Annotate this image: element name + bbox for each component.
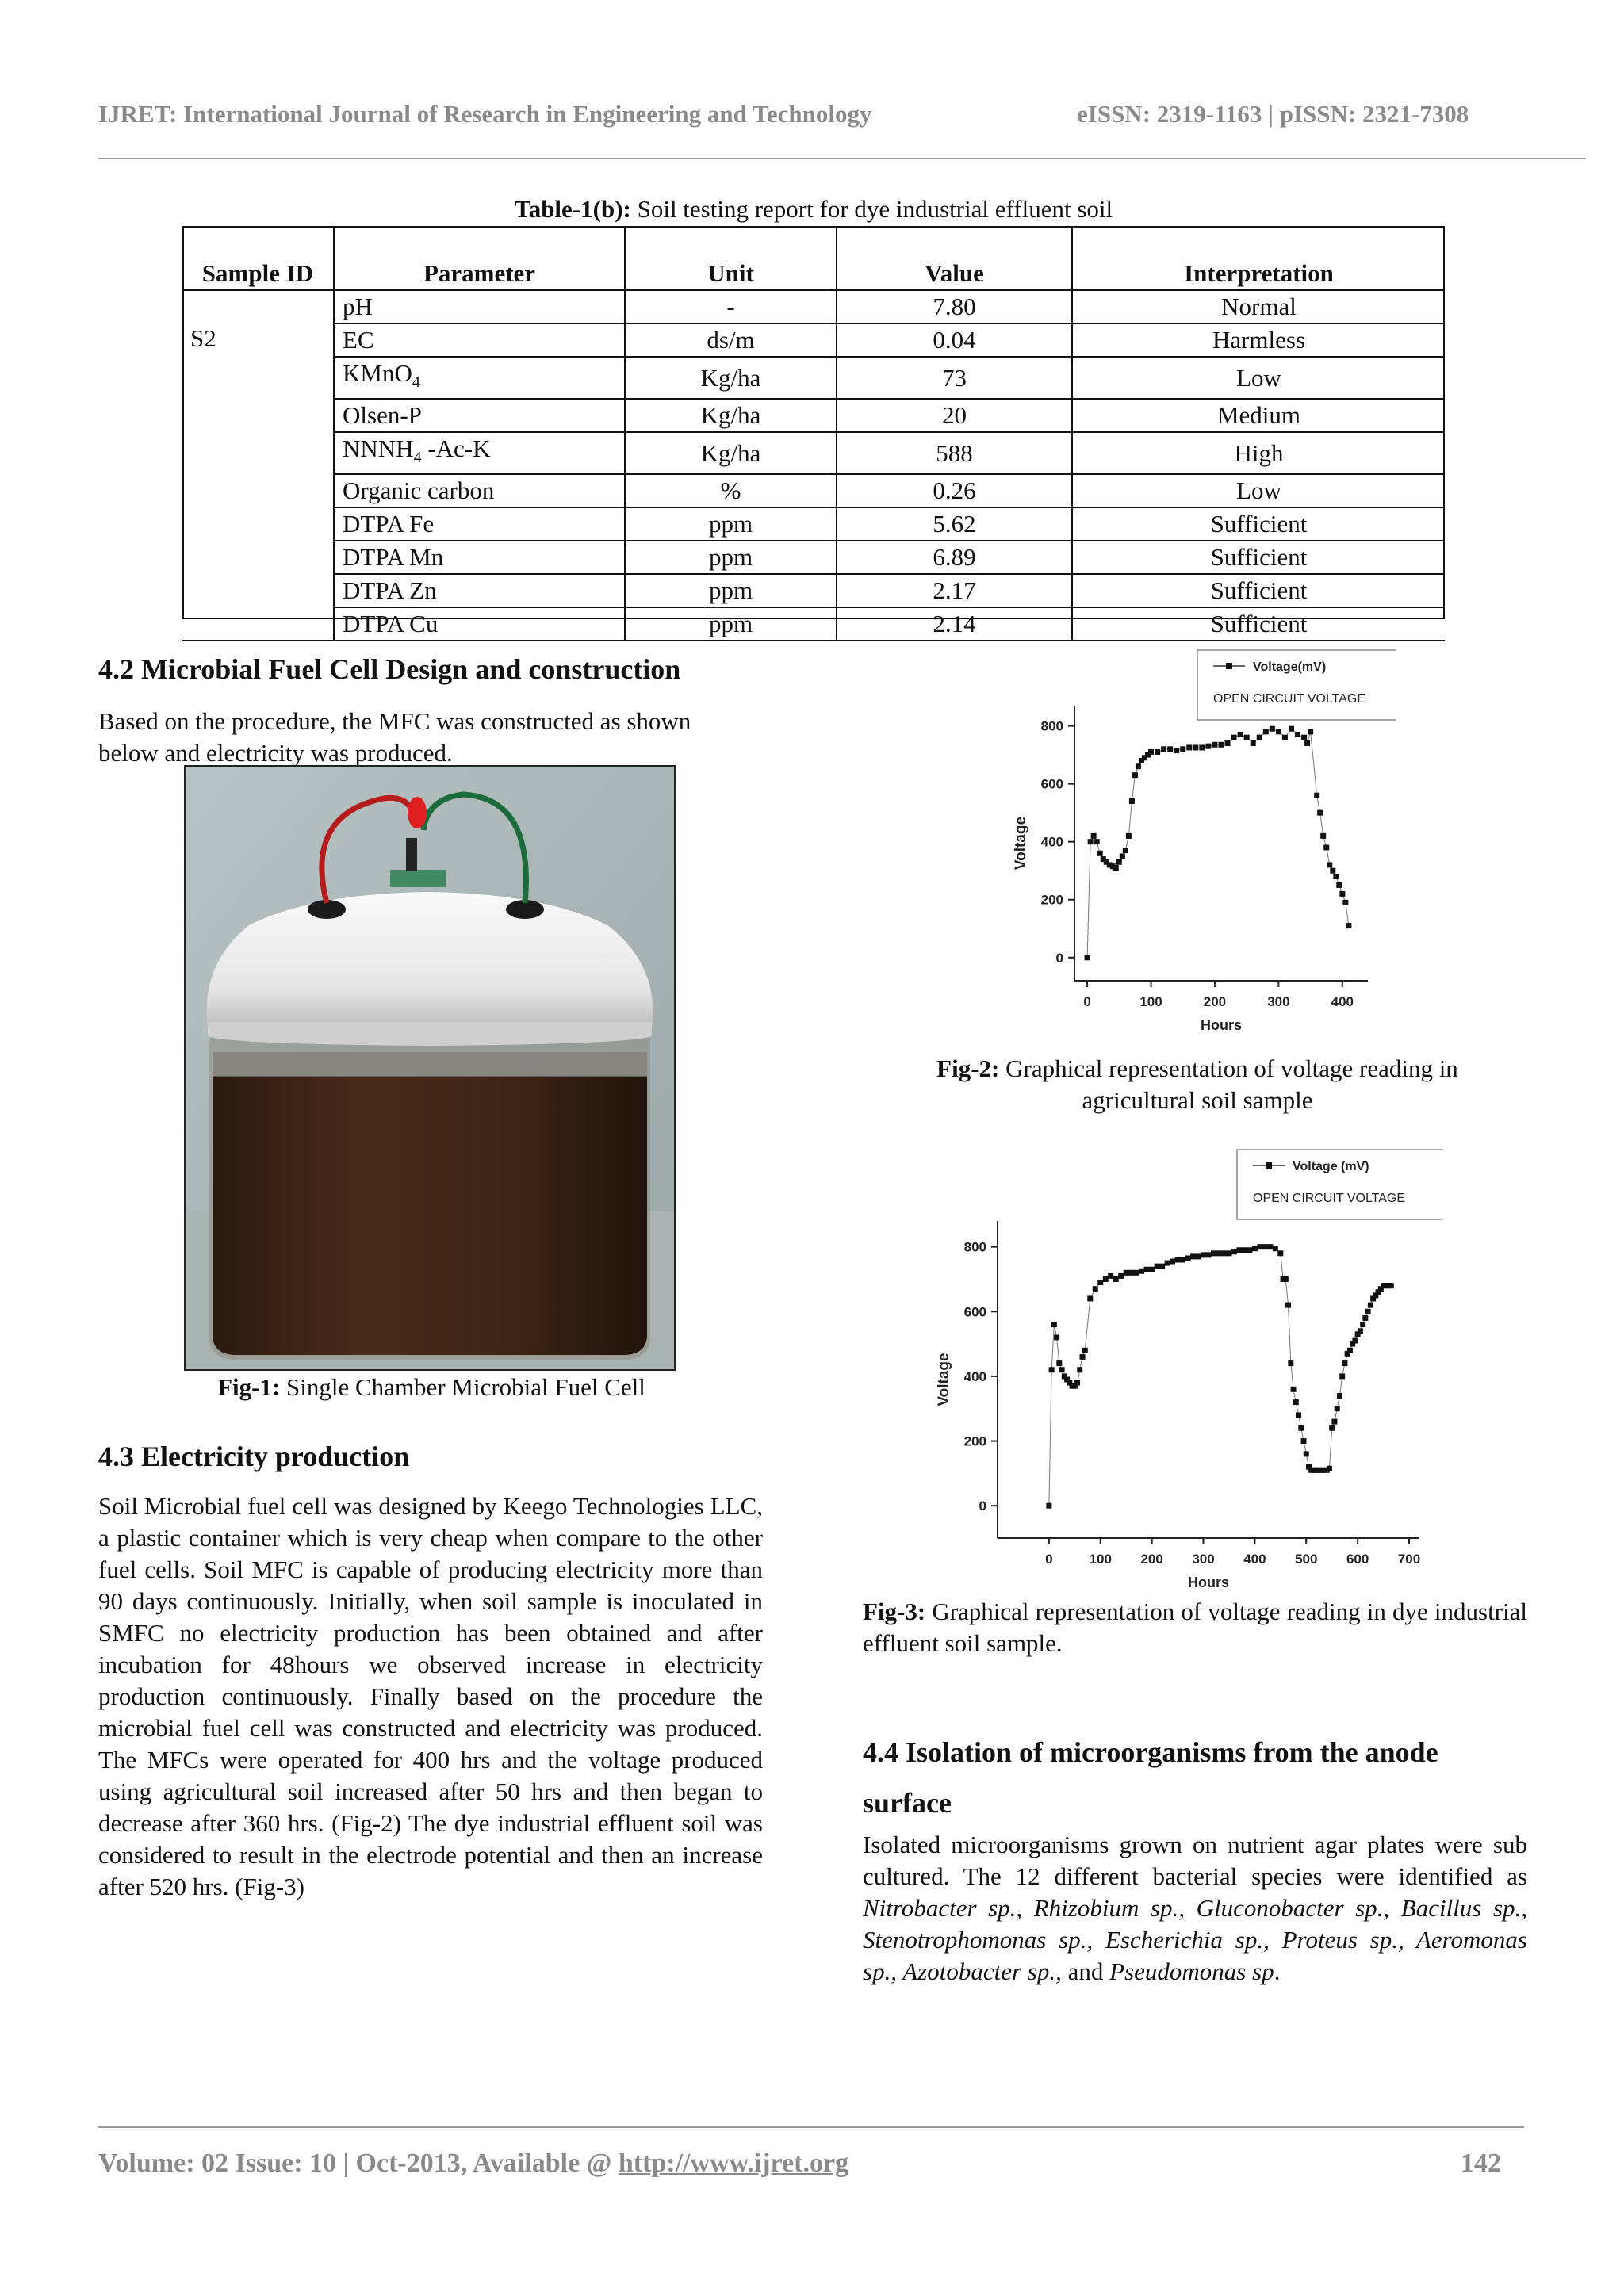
value-cell: 73 [837,357,1072,399]
header-rule [98,158,1586,159]
fig2-data-point [1193,744,1198,750]
fig2-data-point [1219,742,1224,748]
fig2-data-point [1123,848,1128,853]
parameter-name: pH [343,293,373,320]
unit-cell: ppm [625,541,837,574]
fig2-data-point [1282,735,1288,740]
mfc-photo [184,765,676,1371]
fig-1-caption [98,1373,764,1402]
header-value: Value [837,226,1072,290]
fig2-data-point [1186,744,1192,750]
footer-volume [98,2149,848,2179]
footer-rule [98,2126,1524,2128]
sample-id-cell: S2 [182,290,334,641]
fig3-data-point [1231,1249,1237,1254]
section-4-4-and: and [1061,1957,1110,1985]
fig2-data-point [1330,868,1335,874]
fig3-data-point [1206,1252,1212,1257]
fig3-data-point [1285,1303,1291,1308]
unit-cell: - [625,290,837,323]
bacterial-species-list: Nitrobacter sp., Rhizobium sp., Gluconobacter sp., Bacillus sp., Stenotrophomonas sp., Escherichia sp., Proteus sp., Aeromonas sp., Azotobacter sp., [863,1894,1527,1985]
fig3-data-point [1118,1273,1124,1279]
parameter-name: DTPA Zn [343,576,437,605]
fig2-data-point [1113,865,1119,871]
table-row [182,541,1445,574]
unit-cell: Kg/ha [625,399,837,432]
fig3-x-tick-label: 400 [1243,1552,1266,1567]
fig3-data-point [1059,1367,1065,1372]
fig3-data-point [1144,1267,1150,1272]
value-cell: 2.14 [837,607,1072,641]
value-cell: 588 [837,432,1072,474]
fig3-data-point [1113,1276,1119,1282]
fig2-data-point [1276,729,1281,734]
value-cell: 0.04 [837,323,1072,357]
fig2-data-point [1116,859,1122,865]
table-caption [182,195,1445,224]
fig2-x-tick-label: 100 [1139,994,1162,1009]
fig3-data-point [1155,1264,1160,1269]
fig2-data-point [1289,726,1294,732]
fig2-data-point [1088,839,1094,844]
fig2-x-tick-label: 300 [1267,994,1290,1009]
fig2-data-point [1323,844,1329,850]
interpretation-cell: Medium [1072,399,1445,432]
fig2-data-point [1161,746,1166,752]
footer-volume-text: Volume: 02 Issue: 10 | Oct-2013, Available @ [98,2149,619,2178]
fig3-data-point [1165,1261,1170,1266]
fig2-x-tick-label: 0 [1083,994,1091,1009]
fig2-x-axis-label: Hours [1200,1017,1243,1033]
table-row [182,323,1445,357]
parameter-cell [334,357,625,399]
section-4-4-heading-line-2: surface [863,1787,952,1819]
fig2-data-point [1333,874,1339,879]
parameter-name: DTPA Mn [343,543,444,572]
fig3-data-point [1257,1244,1262,1249]
fig3-data-point [1301,1438,1307,1444]
fig3-data-point [1337,1393,1342,1399]
fig3-data-point [1362,1315,1368,1321]
fig3-data-point [1149,1267,1155,1272]
interpretation-cell: Low [1072,474,1445,507]
fig3-data-point [1054,1334,1059,1340]
parameter-name: NNNH [343,434,414,463]
fig3-data-point [1358,1328,1363,1334]
fig3-data-point [1087,1295,1093,1301]
fig3-data-point [1327,1466,1332,1471]
fig3-data-point [1365,1309,1371,1314]
fig3-data-point [1201,1252,1206,1257]
table-row [182,432,1445,474]
fig2-data-point [1180,746,1185,752]
interpretation-cell: Sufficient [1072,574,1445,607]
interpretation-cell: High [1072,432,1445,474]
fig3-data-point [1185,1255,1191,1261]
fig2-y-tick-label: 600 [1040,776,1063,792]
unit-cell: % [625,474,837,507]
fig3-data-point [1342,1360,1347,1366]
fig2-data-point [1132,772,1138,778]
unit-cell: Kg/ha [625,432,837,474]
fig2-data-point [1314,793,1320,798]
fig3-x-tick-label: 500 [1295,1552,1318,1567]
fig3-data-point [1051,1322,1057,1327]
fig2-data-point [1339,891,1345,897]
interpretation-cell: Low [1072,357,1445,399]
fig2-data-point [1097,851,1103,856]
fig3-data-point [1296,1412,1301,1418]
fig2-x-tick-label: 200 [1203,994,1227,1009]
interpretation-cell: Sufficient [1072,507,1445,541]
fig3-data-point [1267,1244,1273,1249]
fig2-data-point [1225,740,1231,746]
page-number: 142 [1461,2149,1501,2178]
fig3-data-point [1046,1503,1051,1509]
fig3-data-point [1273,1246,1278,1251]
fig3-data-point [1352,1338,1358,1344]
table-row [182,357,1445,399]
section-4-3-text: Soil Microbial fuel cell was designed by Keego Technologies LLC, a plastic container which is very cheap when compare to the other fuel cells. Soil MFC is capable of producing electricity more than 90 days continuously. Initially, when soil sample is inoculated in SMFC no electricity production has been obtained and after incubation for 48hours we observed increase in electricity production continuously. Finally based on the procedure the microbial fuel cell was constructed and electricity was produced. The MFCs were operated for 400 hrs and the voltage produced using agricultural soil increased after 50 hrs and then began to decrease after 360 hrs. (Fig-2) The dye industrial effluent soil was considered to result in the electrode potential and then an increase after 520 hrs. (Fig-3) [98,1492,763,1900]
fig3-data-point [1252,1246,1258,1251]
fig2-data-point [1231,735,1237,740]
fig2-data-point [1263,729,1269,734]
fig2-data-point [1212,742,1217,748]
fig3-x-tick-label: 0 [1045,1552,1053,1567]
fig2-data-point [1091,833,1097,839]
fig2-data-point [1257,735,1262,740]
fig3-data-point [1077,1367,1082,1372]
issn-info: eISSN: 2319-1163 | pISSN: 2321-7308 [1077,100,1469,128]
fig3-data-point [1082,1348,1088,1353]
section-4-4-heading [863,1727,1438,1828]
unit-cell: ds/m [625,323,837,357]
table-row [182,607,1445,641]
parameter-name: DTPA Cu [343,610,439,638]
fig3-data-point [1298,1425,1304,1431]
header-parameter: Parameter [334,226,625,290]
fig3-data-point [1277,1250,1283,1256]
fig3-data-point [1074,1380,1080,1386]
fig3-x-tick-label: 600 [1346,1552,1369,1567]
interpretation-cell: Harmless [1072,323,1445,357]
fig2-data-point [1336,882,1342,888]
parameter-name: Olsen-P [343,401,422,430]
fig-1-label: Fig-1: [217,1373,281,1401]
section-4-3-heading: 4.3 Electricity production [98,1441,410,1472]
fig3-data-point [1093,1286,1098,1292]
fig-2-voltage-chart [983,646,1396,1043]
fig3-legend-series: Voltage (mV) [1293,1160,1369,1173]
parameter-name: DTPA Fe [343,510,435,538]
fig3-data-point [1134,1270,1139,1276]
header-sample-id: Sample ID [182,226,334,290]
journal-link[interactable]: http://www.ijret.org [618,2149,849,2178]
value-cell: 6.89 [837,541,1072,574]
fig2-data-point [1085,955,1090,960]
fig3-data-point [1329,1425,1335,1431]
fig-3-caption [863,1596,1527,1659]
fig3-x-tick-label: 100 [1089,1552,1112,1567]
fig3-data-point [1304,1451,1309,1456]
fig3-data-point [1293,1399,1299,1405]
fig2-y-tick-label: 0 [1055,950,1063,966]
parameter-name: EC [343,326,374,354]
fig2-data-point [1270,726,1275,732]
table-caption-label: Table-1(b): [514,195,631,223]
section-4-2-line-1: Based on the procedure, the MFC was constructed as shown [98,707,691,735]
parameter-cell [334,290,625,323]
parameter-cell [334,432,625,474]
fig3-data-point [1247,1247,1252,1253]
fig3-y-axis-label: Voltage [936,1353,952,1406]
fig3-x-tick-label: 700 [1397,1552,1421,1567]
fig2-data-point [1094,839,1100,844]
fig3-data-point [1216,1250,1221,1256]
fig3-data-point [1080,1354,1086,1360]
fig3-data-point [1180,1257,1185,1262]
unit-cell: ppm [625,607,837,641]
fig-3-label: Fig-3: [863,1598,926,1625]
fig3-y-tick-label: 0 [979,1498,986,1514]
fig3-data-point [1388,1283,1394,1288]
soil-test-table [182,226,1445,641]
fig3-data-point [1221,1250,1227,1256]
table-row [182,290,1445,323]
fig3-data-point [1331,1419,1337,1425]
fig3-data-point [1339,1373,1345,1379]
fig2-data-point [1199,744,1205,750]
interpretation-cell: Normal [1072,290,1445,323]
value-cell: 0.26 [837,474,1072,507]
fig2-data-point [1342,900,1348,905]
fig2-legend-series: Voltage(mV) [1253,660,1327,674]
fig3-x-tick-label: 200 [1140,1552,1163,1567]
section-4-2-heading: 4.2 Microbial Fuel Cell Design and construction [98,653,681,685]
fig3-data-point [1128,1270,1134,1276]
fig2-data-point [1126,833,1132,839]
mfc-illustration [186,767,674,1369]
value-cell: 7.80 [837,290,1072,323]
fig2-data-point [1120,853,1125,859]
header-interpretation: Interpretation [1072,226,1445,290]
fig3-x-tick-label: 300 [1192,1552,1215,1567]
fig-1-text: Single Chamber Microbial Fuel Cell [280,1373,645,1401]
section-4-4-end: . [1274,1957,1281,1985]
fig3-data-point [1262,1244,1268,1249]
unit-cell: Kg/ha [625,357,837,399]
fig-2-text-line-2: agricultural soil sample [1082,1086,1313,1114]
parameter-name: Organic carbon [343,476,495,505]
value-cell: 20 [837,399,1072,432]
fig3-data-point [1175,1257,1181,1262]
fig3-x-axis-label: Hours [1187,1575,1230,1590]
fig3-data-point [1226,1250,1231,1256]
fig-3-text: Graphical representation of voltage reading in dye industrial effluent soil sample. [863,1598,1527,1657]
parameter-subscript: 4 [412,373,420,392]
fig2-data-point [1304,740,1310,746]
section-4-2-text [98,706,764,769]
fig2-data-point [1155,749,1160,755]
fig3-data-point [1124,1270,1129,1276]
fig2-data-point [1174,748,1179,753]
fig2-data-point [1251,740,1256,746]
fig-2-text-line-1: Graphical representation of voltage reading in [999,1054,1458,1082]
fig3-data-point [1347,1348,1353,1353]
table-row [182,474,1445,507]
journal-title: IJRET: International Journal of Research in Engineering and Technology [98,100,872,128]
parameter-cell [334,541,625,574]
fig3-data-point [1291,1387,1297,1392]
fig3-data-point [1196,1253,1201,1259]
parameter-cell [334,574,625,607]
fig3-y-tick-label: 200 [963,1433,986,1449]
interpretation-cell: Sufficient [1072,541,1445,574]
fig3-data-point [1368,1303,1373,1308]
fig2-data-point [1346,923,1351,928]
fig-2-caption [864,1053,1530,1116]
last-species: Pseudomonas sp [1109,1957,1274,1985]
fig3-y-tick-label: 400 [963,1368,986,1384]
section-4-2-line-2: below and electricity was produced. [98,739,453,767]
parameter-name: KMnO [343,359,412,387]
fig2-data-point [1129,798,1135,804]
parameter-subscript: 4 [413,449,422,467]
fig2-legend-marker [1226,663,1232,669]
fig-2-label: Fig-2: [936,1054,1000,1082]
fig2-data-point [1148,749,1154,755]
header-unit: Unit [625,226,837,290]
value-cell: 5.62 [837,507,1072,541]
parameter-cell [334,323,625,357]
fig2-y-axis-label: Voltage [1013,816,1029,871]
fig2-y-tick-label: 200 [1040,892,1063,908]
fig3-data-point [1139,1269,1144,1274]
fig2-data-point [1295,732,1300,737]
parameter-cell [334,507,625,541]
fig3-data-point [1360,1322,1365,1327]
fig2-data-point [1238,732,1243,737]
fig2-data-point [1244,735,1250,740]
fig2-series-line [1087,729,1349,958]
table-caption-text: Soil testing report for dye industrial effluent soil [630,195,1113,223]
fig2-data-point [1205,744,1211,749]
fig3-data-point [1108,1273,1113,1279]
fig3-data-point [1236,1247,1242,1253]
fig2-data-point [1308,729,1313,734]
table-row [182,574,1445,607]
fig2-data-point [1320,833,1326,839]
parameter-cell [334,474,625,507]
fig2-legend-title: OPEN CIRCUIT VOLTAGE [1213,692,1366,706]
fig3-data-point [1288,1360,1293,1366]
fig3-data-point [1170,1259,1175,1265]
fig3-legend-title: OPEN CIRCUIT VOLTAGE [1253,1192,1406,1205]
fig3-data-point [1283,1276,1289,1282]
fig2-y-tick-label: 400 [1040,834,1063,850]
parameter-cell [334,399,625,432]
fig2-data-point [1327,862,1332,867]
fig3-y-tick-label: 600 [963,1304,986,1320]
fig3-data-point [1211,1250,1216,1256]
table-header-row [182,226,1445,290]
fig3-data-point [1335,1406,1340,1411]
fig2-data-point [1136,763,1141,769]
fig3-data-point [1097,1280,1103,1285]
section-4-4-intro: Isolated microorganisms grown on nutrient agar plates were sub cultured. The 12 different bacterial species were identified as [863,1831,1527,1890]
fig3-data-point [1159,1264,1165,1269]
interpretation-cell: Sufficient [1072,607,1445,641]
table-row [182,399,1445,432]
fig2-data-point [1167,746,1173,752]
fig3-data-point [1049,1367,1055,1372]
unit-cell: ppm [625,574,837,607]
fig3-data-point [1190,1253,1196,1259]
fig3-data-point [1103,1276,1109,1282]
fig-3-voltage-chart [920,1142,1443,1601]
section-4-4-text [863,1829,1527,1988]
fig2-data-point [1301,735,1307,740]
section-4-4-heading-line-1: 4.4 Isolation of microorganisms from the anode [863,1736,1438,1768]
parameter-suffix: -Ac-K [421,434,491,463]
fig3-data-point [1242,1247,1247,1253]
fig3-legend-marker [1266,1162,1272,1169]
fig2-x-tick-label: 400 [1331,994,1354,1009]
unit-cell: ppm [625,507,837,541]
value-cell: 2.17 [837,574,1072,607]
fig3-data-point [1056,1360,1062,1366]
fig3-y-tick-label: 800 [963,1239,986,1255]
parameter-cell [334,607,625,641]
fig2-y-tick-label: 800 [1040,718,1063,734]
fig2-data-point [1317,810,1323,816]
table-row [182,507,1445,541]
